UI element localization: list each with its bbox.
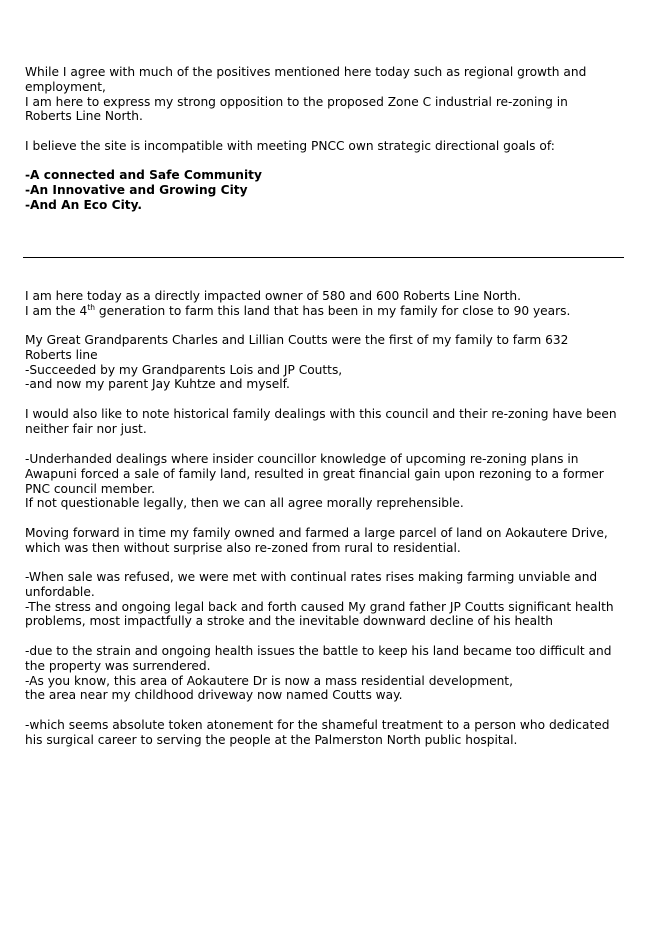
text-line — [25, 304, 625, 319]
text-line: PNC council member. — [25, 481, 156, 496]
text-line: the area near my childhood driveway now named Coutts way. — [25, 688, 403, 703]
text-line: -When sale was refused, we were met with continual rates rises making farming unviable and — [25, 570, 598, 584]
text-line: neither fair nor just. — [25, 421, 147, 436]
section-divider — [23, 257, 624, 258]
council-dealings-paragraph — [25, 407, 625, 437]
text-line: Roberts line — [25, 347, 98, 362]
text-line: -The stress and ongoing legal back and forth caused My grand father JP Coutts significant health — [25, 599, 614, 614]
text-line: -Underhanded dealings where insider councillor knowledge of upcoming re-zoning plans in — [25, 452, 579, 466]
ordinal-suffix: th — [87, 302, 96, 312]
text-line: I am here today as a directly impacted owner of 580 and 600 Roberts Line North. — [25, 289, 522, 303]
text-line: Awapuni forced a sale of family land, resulted in great financial gain upon rezoning to a former — [25, 466, 604, 481]
text-line: I would also like to note historical family dealings with this council and their re-zoning have been — [25, 407, 617, 421]
text-line: the property was surrendered. — [25, 658, 211, 673]
text-line: employment, — [25, 79, 106, 94]
text-line: problems, most impactfully a stroke and the inevitable downward decline of his health — [25, 614, 554, 629]
text-line: -which seems absolute token atonement for the shameful treatment to a person who dedicated — [25, 718, 610, 732]
text-line: -As you know, this area of Aokautere Dr is now a mass residential development, — [25, 673, 513, 688]
goal-item: -An Innovative and Growing City — [25, 182, 248, 197]
aokautere-paragraph — [25, 526, 625, 556]
text-line: unfordable. — [25, 584, 95, 599]
atonement-paragraph — [25, 718, 625, 748]
rates-paragraph — [25, 570, 625, 629]
owner-paragraph — [25, 289, 625, 319]
text-line: I believe the site is incompatible with meeting PNCC own strategic directional goals of: — [25, 139, 555, 153]
text-line: If not questionable legally, then we can all agree morally reprehensible. — [25, 496, 464, 511]
surrender-paragraph — [25, 644, 625, 703]
awapuni-paragraph — [25, 452, 625, 511]
text-line: Roberts Line North. — [25, 109, 143, 124]
intro-paragraph — [25, 65, 625, 124]
text-line: -due to the strain and ongoing health issues the battle to keep his land became too difficult and — [25, 644, 612, 658]
goal-item: -A connected and Safe Community — [25, 168, 262, 182]
family-history-paragraph — [25, 333, 625, 392]
text-line: -Succeeded by my Grandparents Lois and JP Coutts, — [25, 362, 343, 377]
text-fragment: I am the 4 — [25, 303, 88, 318]
text-line: I am here to express my strong opposition to the proposed Zone C industrial re-zoning in — [25, 94, 568, 109]
goal-item: -And An Eco City. — [25, 197, 143, 212]
text-line: his surgical career to serving the people at the Palmerston North public hospital. — [25, 732, 518, 747]
goals-list — [25, 168, 625, 212]
goals-intro-paragraph — [25, 139, 625, 154]
text-line: While I agree with much of the positives mentioned here today such as regional growth and — [25, 65, 587, 79]
text-line: which was then without surprise also re-zoned from rural to residential. — [25, 540, 461, 555]
text-line: My Great Grandparents Charles and Lillian Coutts were the first of my family to farm 632 — [25, 333, 569, 347]
text-fragment: generation to farm this land that has been in my family for close to 90 years. — [95, 303, 571, 318]
text-line: -and now my parent Jay Kuhtze and myself. — [25, 377, 290, 392]
text-line: Moving forward in time my family owned and farmed a large parcel of land on Aokautere Drive, — [25, 526, 608, 540]
